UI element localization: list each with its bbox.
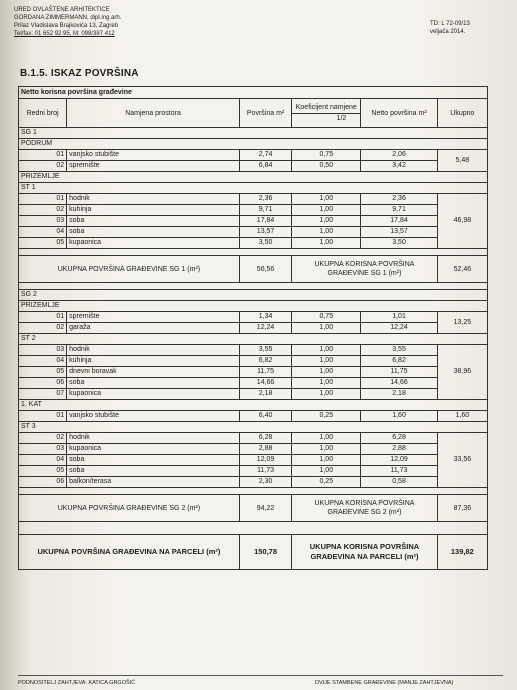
row-no: 05: [19, 238, 67, 249]
row-name: garaža: [67, 323, 240, 334]
row-coef: 1,00: [292, 205, 361, 216]
spacer-row: [19, 488, 488, 495]
row-area: 14,66: [239, 378, 291, 389]
office-name: URED OVLAŠTENE ARHITEKTICE: [14, 7, 110, 13]
table-row: [19, 345, 488, 356]
office-header: [14, 6, 121, 38]
row-net: 3,42: [361, 161, 437, 172]
unit-row: [19, 334, 488, 345]
row-coef: 0,75: [292, 312, 361, 323]
row-name: vanjsko stubište: [67, 150, 240, 161]
row-name: spremište: [67, 161, 240, 172]
row-no: 04: [19, 227, 67, 238]
area-table: [18, 86, 488, 570]
row-coef: 1,00: [292, 455, 361, 466]
row-coef: 1,00: [292, 433, 361, 444]
row-net: 6,82: [361, 356, 437, 367]
row-no: 07: [19, 389, 67, 400]
group-row: [19, 290, 488, 301]
row-net: 3,55: [361, 345, 437, 356]
col-net: Netto površina m²: [361, 99, 437, 128]
table-row: [19, 227, 488, 238]
col-coef-sub: 1/2: [336, 115, 347, 122]
row-no: 02: [19, 433, 67, 444]
unit-row: [19, 183, 488, 194]
row-coef: 1,00: [292, 466, 361, 477]
row-area: 13,57: [239, 227, 291, 238]
row-area: 2,36: [239, 194, 291, 205]
unit-row: [19, 422, 488, 433]
table-row: [19, 444, 488, 455]
row-coef: 1,00: [292, 216, 361, 227]
row-no: 02: [19, 323, 67, 334]
spacer-row: [19, 283, 488, 290]
spacer-row: [19, 249, 488, 256]
row-no: 01: [19, 150, 67, 161]
row-no: 03: [19, 444, 67, 455]
row-coef: 1,00: [292, 227, 361, 238]
row-area: 6,40: [239, 411, 291, 422]
level-row: [19, 400, 488, 411]
net-total-label: UKUPNA KORISNA POVRŠINA GRAĐEVINE SG 2 (m²): [292, 495, 438, 522]
row-area: 2,74: [239, 150, 291, 161]
unit-label: ST 1: [19, 183, 488, 194]
row-name: hodnik: [67, 345, 240, 356]
row-no: 05: [19, 466, 67, 477]
col-purpose: Namjena prostora: [67, 99, 240, 128]
row-name: kupaonica: [67, 238, 240, 249]
table-row: [19, 455, 488, 466]
row-coef: 1,00: [292, 389, 361, 400]
section-title: B.1.5. ISKAZ POVRŠINA: [20, 68, 139, 79]
row-area: 3,50: [239, 238, 291, 249]
total-area: 94,22: [239, 495, 291, 522]
grand-total-area: 150,78: [239, 535, 291, 570]
row-name: kupaonica: [67, 389, 240, 400]
row-name: soba: [67, 216, 240, 227]
row-name: hodnik: [67, 433, 240, 444]
architect-name: GORDANA ZIMMERMANN, dipl.ing.arh.: [14, 15, 122, 21]
row-net: 11,75: [361, 367, 437, 378]
row-net: 1,60: [361, 411, 437, 422]
row-area: 6,82: [239, 356, 291, 367]
table-row: [19, 161, 488, 172]
table-row: [19, 411, 488, 422]
row-coef: 0,50: [292, 161, 361, 172]
column-header-row: [19, 99, 488, 128]
row-name: soba: [67, 227, 240, 238]
footer-project: DVIJE STAMBENE GRAĐEVINE (MANJE ZAHTJEVNA): [315, 680, 454, 686]
table-row: [19, 378, 488, 389]
table-row: [19, 466, 488, 477]
row-name: soba: [67, 455, 240, 466]
subtotal: 38,96: [437, 345, 487, 400]
level-label: 1. KAT: [19, 400, 488, 411]
grand-total-label: UKUPNA POVRŠINA GRAĐEVINA NA PARCELI (m²): [19, 535, 240, 570]
row-coef: 1,00: [292, 356, 361, 367]
table-row: [19, 194, 488, 205]
subtotal: 33,56: [437, 433, 487, 488]
row-net: 14,66: [361, 378, 437, 389]
row-net: 13,57: [361, 227, 437, 238]
row-area: 11,73: [239, 466, 291, 477]
row-name: kuhinja: [67, 205, 240, 216]
office-address: Prilaz Vladislava Brajkovića 13, Zagreb: [14, 23, 119, 29]
group-label: SG 1: [19, 128, 488, 139]
footer-divider: [18, 675, 503, 676]
row-net: 0,58: [361, 477, 437, 488]
document-reference: [430, 20, 470, 36]
level-row: [19, 139, 488, 150]
total-row: [19, 495, 488, 522]
unit-label: ST 2: [19, 334, 488, 345]
unit-label: ST 3: [19, 422, 488, 433]
row-name: spremište: [67, 312, 240, 323]
row-coef: 1,00: [292, 367, 361, 378]
row-coef: 0,25: [292, 477, 361, 488]
row-coef: 1,00: [292, 323, 361, 334]
level-label: PODRUM: [19, 139, 488, 150]
row-net: 12,09: [361, 455, 437, 466]
row-net: 12,24: [361, 323, 437, 334]
row-name: balkon/terasa: [67, 477, 240, 488]
row-area: 17,84: [239, 216, 291, 227]
table-row: [19, 312, 488, 323]
row-coef: 0,25: [292, 411, 361, 422]
net-total: 52,46: [437, 256, 487, 283]
row-name: kuhinja: [67, 356, 240, 367]
row-area: 12,24: [239, 323, 291, 334]
row-coef: 1,00: [292, 378, 361, 389]
table-row: [19, 323, 488, 334]
row-no: 04: [19, 455, 67, 466]
row-net: 9,71: [361, 205, 437, 216]
table-row: [19, 150, 488, 161]
table-row: [19, 238, 488, 249]
row-coef: 1,00: [292, 238, 361, 249]
group-label: SG 2: [19, 290, 488, 301]
row-no: 05: [19, 367, 67, 378]
col-coef: [292, 99, 361, 128]
table-caption: Netto korisna površina građevine: [19, 87, 488, 99]
row-name: soba: [67, 378, 240, 389]
row-no: 03: [19, 216, 67, 227]
group-row: [19, 128, 488, 139]
row-area: 9,71: [239, 205, 291, 216]
row-area: 2,88: [239, 444, 291, 455]
table-row: [19, 367, 488, 378]
row-net: 17,84: [361, 216, 437, 227]
row-area: 1,34: [239, 312, 291, 323]
row-no: 06: [19, 378, 67, 389]
row-no: 02: [19, 205, 67, 216]
row-no: 01: [19, 194, 67, 205]
net-total-label: UKUPNA KORISNA POVRŠINA GRAĐEVINE SG 1 (m²): [292, 256, 438, 283]
row-name: kupaonica: [67, 444, 240, 455]
row-no: 01: [19, 312, 67, 323]
table-row: [19, 389, 488, 400]
grand-net-total: 139,82: [437, 535, 487, 570]
row-coef: 1,00: [292, 194, 361, 205]
col-coef-label: Koeficijent namjene: [292, 103, 360, 114]
row-no: 02: [19, 161, 67, 172]
row-coef: 1,00: [292, 345, 361, 356]
row-name: soba: [67, 466, 240, 477]
grand-net-label: UKUPNA KORISNA POVRŠINA GRAĐEVINA NA PARCELI (m²): [292, 535, 438, 570]
total-label: UKUPNA POVRŠINA GRAĐEVINE SG 1 (m²): [19, 256, 240, 283]
col-total: Ukupno: [437, 99, 487, 128]
grand-total-row: [19, 535, 488, 570]
subtotal: 1,60: [437, 411, 487, 422]
table-caption-row: [19, 87, 488, 99]
subtotal: 13,25: [437, 312, 487, 334]
table-row: [19, 205, 488, 216]
row-net: 2,18: [361, 389, 437, 400]
row-area: 2,18: [239, 389, 291, 400]
row-name: dnevni boravak: [67, 367, 240, 378]
level-label: PRIZEMLJE: [19, 301, 488, 312]
net-total: 87,36: [437, 495, 487, 522]
table-row: [19, 356, 488, 367]
level-label: PRIZEMLJE: [19, 172, 488, 183]
total-area: 56,56: [239, 256, 291, 283]
row-area: 6,28: [239, 433, 291, 444]
row-no: 03: [19, 345, 67, 356]
total-label: UKUPNA POVRŠINA GRAĐEVINE SG 2 (m²): [19, 495, 240, 522]
level-row: [19, 301, 488, 312]
doc-ref: TD: L 72-09/13: [430, 21, 470, 27]
row-area: 3,55: [239, 345, 291, 356]
office-contact: Tel/fax: 01 652 92 95, M: 098/387 412: [14, 31, 115, 37]
subtotal: 5,48: [437, 150, 487, 172]
row-area: 2,30: [239, 477, 291, 488]
row-net: 11,73: [361, 466, 437, 477]
row-net: 6,28: [361, 433, 437, 444]
total-row: [19, 256, 488, 283]
row-area: 11,75: [239, 367, 291, 378]
level-row: [19, 172, 488, 183]
row-coef: 0,75: [292, 150, 361, 161]
row-net: 2,06: [361, 150, 437, 161]
table-row: [19, 477, 488, 488]
row-name: hodnik: [67, 194, 240, 205]
footer-applicant: PODNOSITELJ ZAHTJEVA: KATICA GRGOŠIĆ: [18, 680, 136, 686]
row-net: 3,50: [361, 238, 437, 249]
row-net: 2,36: [361, 194, 437, 205]
row-no: 01: [19, 411, 67, 422]
row-area: 12,09: [239, 455, 291, 466]
row-net: 2,88: [361, 444, 437, 455]
doc-date: veljača 2014.: [430, 29, 466, 35]
row-area: 6,84: [239, 161, 291, 172]
row-no: 04: [19, 356, 67, 367]
subtotal: 46,98: [437, 194, 487, 249]
table-row: [19, 216, 488, 227]
row-no: 06: [19, 477, 67, 488]
row-net: 1,01: [361, 312, 437, 323]
table-row: [19, 433, 488, 444]
row-name: vanjsko stubište: [67, 411, 240, 422]
row-coef: 1,00: [292, 444, 361, 455]
col-area: Površina m²: [239, 99, 291, 128]
col-no: Redni broj: [19, 99, 67, 128]
